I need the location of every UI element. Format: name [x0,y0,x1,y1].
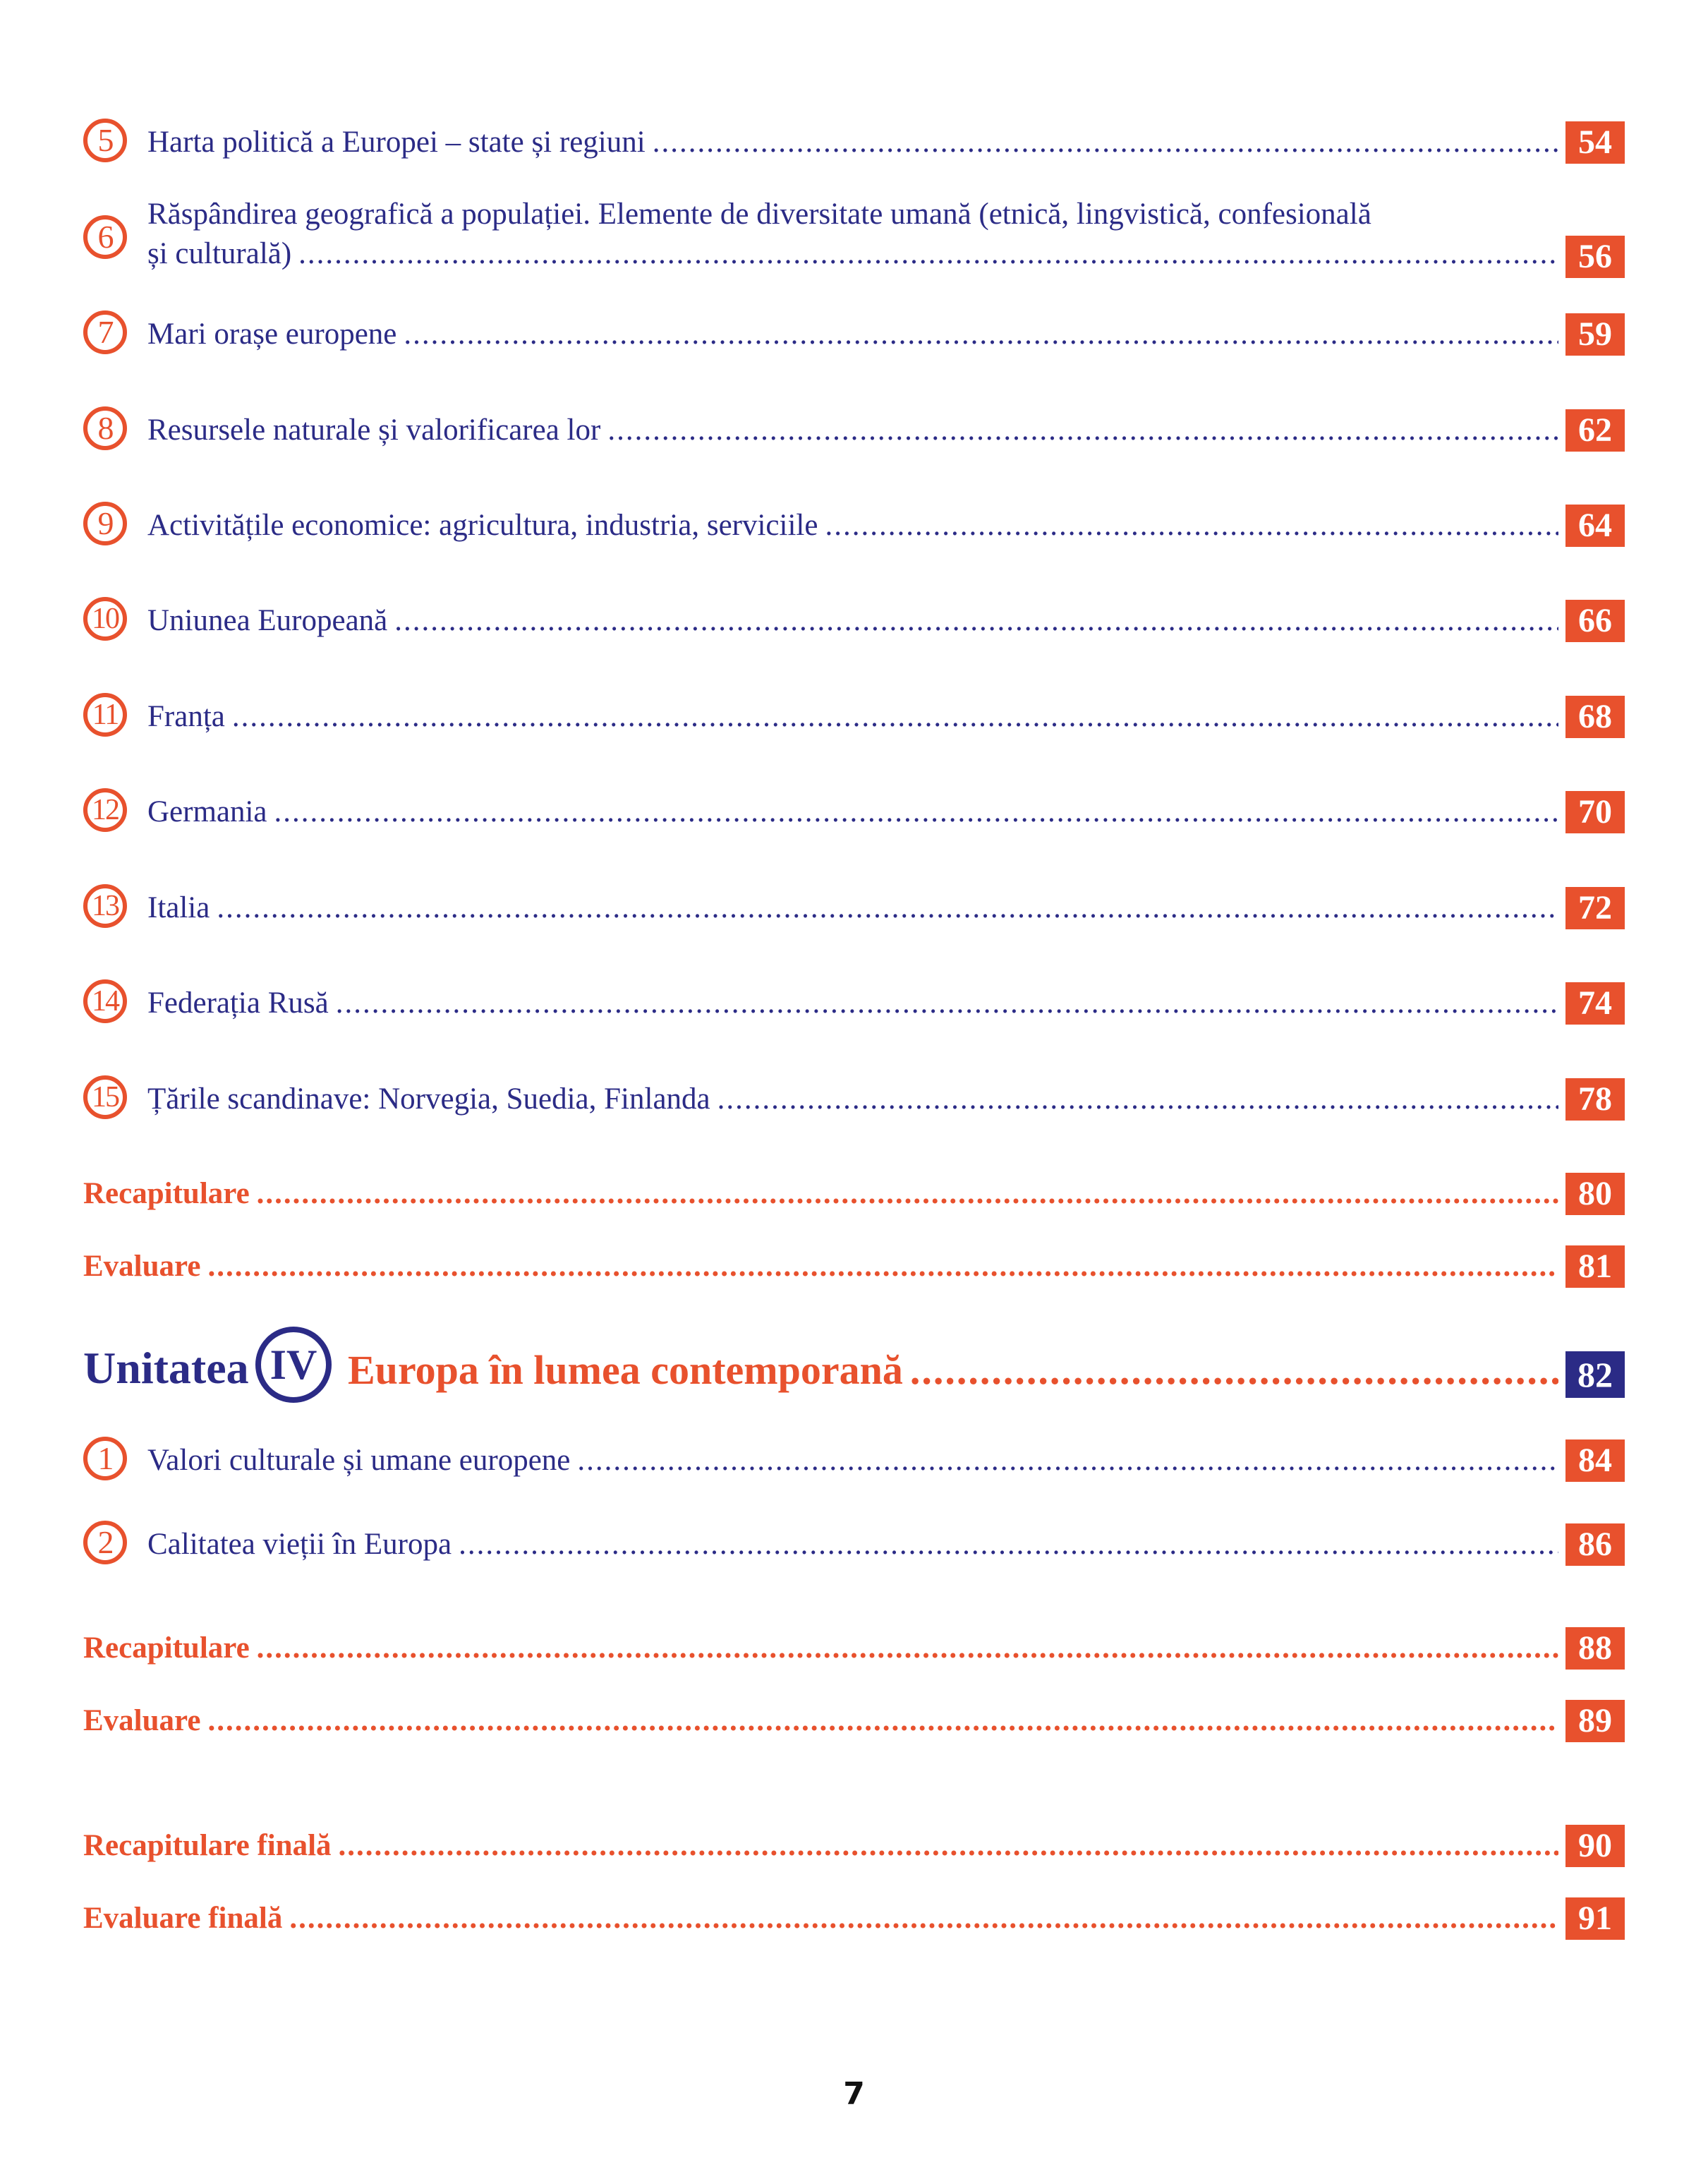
page-number-badge: 64 [1565,505,1625,547]
lesson-number-circle: 1 [83,1437,127,1480]
dot-leader [459,1525,1558,1564]
dot-leader [257,1629,1558,1668]
unit-title: Europa în lumea contemporană [348,1347,903,1393]
page-number-badge: 54 [1565,121,1625,164]
lesson-number-circle: 7 [83,310,127,354]
lesson-number-circle: 9 [83,502,127,545]
lesson-number-circle: 11 [83,693,127,737]
page-footer-number: 7 [843,2076,865,2112]
toc-entry-lesson-11[interactable] [83,693,1625,737]
toc-entry-title: Mari orașe europene [147,318,397,351]
page-number-badge: 56 [1565,236,1625,278]
toc-entry-title-line2: și culturală) [147,237,292,270]
toc-entry-title: Italia [147,891,210,924]
toc-entry-lesson-8[interactable] [83,406,1625,450]
lesson-number-circle: 14 [83,979,127,1023]
lesson-number-circle: 13 [83,884,127,928]
page-number-badge: 59 [1565,313,1625,356]
page-number-badge: 88 [1565,1627,1625,1670]
toc-entry-lesson-10[interactable] [83,597,1625,641]
toc-entry-lesson-5[interactable] [83,119,1625,162]
lesson-number-circle: 10 [83,597,127,641]
toc-entry-title: Recapitulare finală [83,1829,332,1862]
toc-entry-title: Evaluare finală [83,1902,283,1935]
lesson-number-circle: 15 [83,1075,127,1119]
page-number-badge: 89 [1565,1700,1625,1742]
toc-entry-lesson-9[interactable] [83,502,1625,545]
toc-entry-recapitulare[interactable] [83,1624,1625,1668]
dot-leader [339,1826,1558,1866]
dot-leader [825,506,1558,545]
toc-entry-title: Evaluare [83,1704,201,1737]
dot-leader [298,234,1558,274]
toc-entry-lesson-14[interactable] [83,979,1625,1023]
page-number-badge: 72 [1565,887,1625,929]
unit-label: Unitatea [83,1343,249,1393]
lesson-number-circle: 5 [83,119,127,162]
toc-entry-evaluare[interactable] [83,1697,1625,1741]
toc-entry-recapitulare[interactable] [83,1170,1625,1214]
toc-entry-title: Uniunea Europeană [147,604,388,637]
lesson-number-circle: 12 [83,788,127,832]
page-number-badge: 66 [1565,600,1625,642]
toc-entry-lesson-7[interactable] [83,310,1625,354]
dot-leader [336,984,1558,1023]
toc-entry-title: Resursele naturale și valorificarea lor [147,414,601,447]
dot-leader [404,315,1558,354]
dot-leader [717,1080,1558,1119]
page-number-badge: 80 [1565,1173,1625,1215]
page-number-badge: 90 [1565,1825,1625,1867]
page-number-badge: 86 [1565,1523,1625,1566]
toc-entry-title: Germania [147,795,267,828]
toc-entry-unit4-lesson-1[interactable] [83,1437,1625,1480]
toc-entry-title: Activitățile economice: agricultura, industria, serviciile [147,509,818,542]
toc-entry-unit4-lesson-2[interactable] [83,1521,1625,1564]
toc-entry-evaluare[interactable] [83,1243,1625,1286]
toc-entry-title: Evaluare [83,1250,201,1283]
page-number-badge: 84 [1565,1439,1625,1482]
dot-leader [232,697,1558,737]
toc-entry-title: Harta politică a Europei – state și regiuni [147,126,646,159]
toc-entry-title: Țările scandinave: Norvegia, Suedia, Finlanda [147,1082,710,1116]
toc-entry-title: Federația Rusă [147,986,329,1020]
toc-entry-title: Recapitulare [83,1631,250,1665]
dot-leader [289,1899,1558,1938]
toc-entry-title: Franța [147,700,225,733]
unit-numeral-circle: IV [255,1327,332,1403]
page-number-badge: 82 [1565,1351,1625,1398]
lesson-number-circle: 2 [83,1521,127,1564]
dot-leader [207,1701,1558,1741]
toc-entry-lesson-12[interactable] [83,788,1625,832]
dot-leader [653,123,1558,162]
toc-entry-title: Recapitulare [83,1177,250,1210]
page-number-badge: 81 [1565,1245,1625,1288]
toc-entry-recapitulare-finala[interactable] [83,1822,1625,1866]
dot-leader [207,1247,1558,1286]
toc-entry-title: Calitatea vieții în Europa [147,1528,452,1561]
page-number-badge: 78 [1565,1078,1625,1121]
page-number-badge: 62 [1565,409,1625,452]
dot-leader [274,792,1558,832]
lesson-number-circle: 6 [83,215,127,259]
page-number-badge: 68 [1565,696,1625,738]
toc-entry-lesson-6[interactable] [83,198,1625,277]
toc-entry-evaluare-finala[interactable] [83,1895,1625,1938]
dot-leader [257,1174,1558,1214]
toc-entry-lesson-15[interactable] [83,1075,1625,1119]
lesson-number-circle: 8 [83,406,127,450]
dot-leader [577,1441,1558,1480]
dot-leader [217,888,1558,928]
toc-entry-title: Valori culturale și umane europene [147,1444,571,1477]
page-number-badge: 70 [1565,791,1625,833]
page-number-badge: 74 [1565,982,1625,1025]
dot-leader [607,411,1558,450]
toc-entry-lesson-13[interactable] [83,884,1625,928]
toc-entry-title-line1: Răspândirea geografică a populației. Elemente de diversitate umană (etnică, lingvistică, confesională [147,198,1371,231]
dot-leader [910,1345,1558,1396]
dot-leader [394,601,1558,641]
page-number-badge: 91 [1565,1897,1625,1940]
toc-unit-heading[interactable] [83,1327,1625,1411]
